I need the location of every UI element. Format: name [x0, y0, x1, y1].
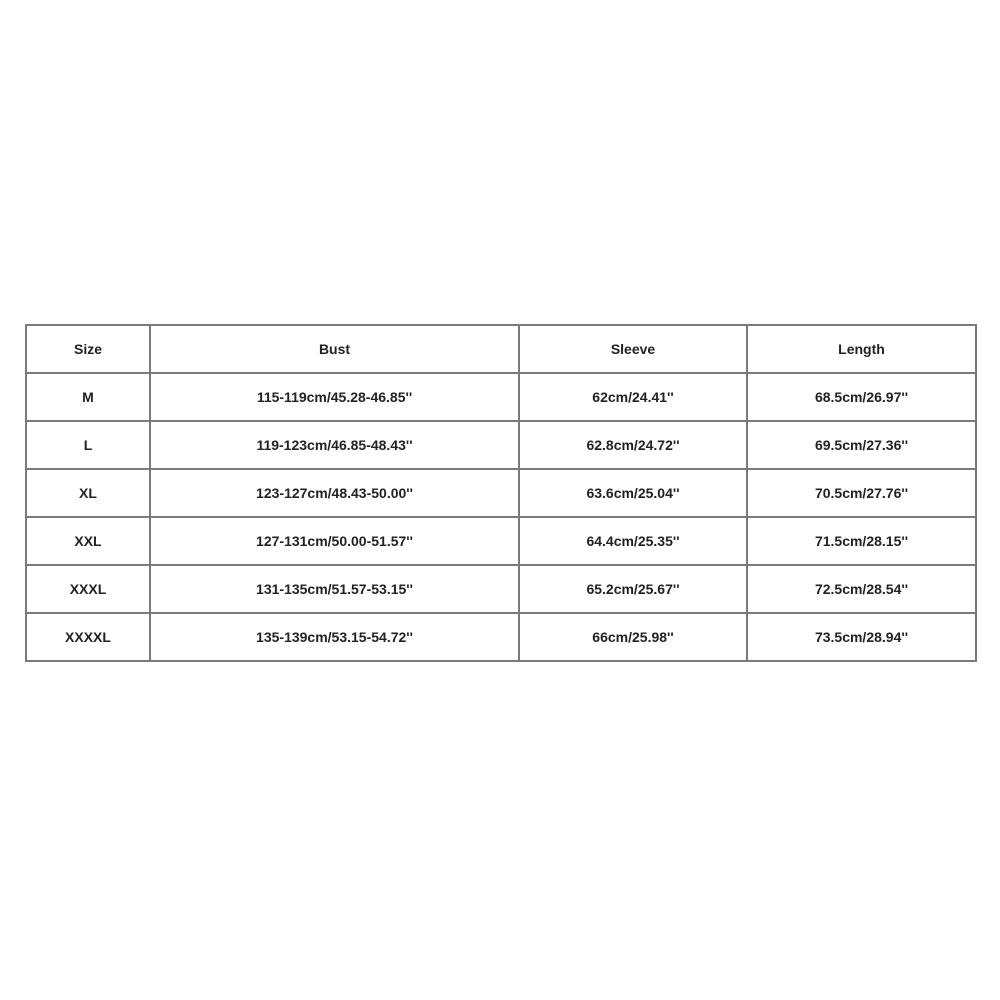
table-header-row: [26, 325, 976, 373]
cell-bust: 119-123cm/46.85-48.43'': [150, 421, 519, 469]
table-row: [26, 565, 976, 613]
cell-bust: 115-119cm/45.28-46.85'': [150, 373, 519, 421]
table-row: [26, 469, 976, 517]
cell-sleeve: 66cm/25.98'': [519, 613, 747, 661]
cell-sleeve: 62cm/24.41'': [519, 373, 747, 421]
cell-sleeve: 64.4cm/25.35'': [519, 517, 747, 565]
header-size: Size: [26, 325, 150, 373]
cell-sleeve: 62.8cm/24.72'': [519, 421, 747, 469]
table-row: [26, 421, 976, 469]
table-row: [26, 613, 976, 661]
table-row: [26, 373, 976, 421]
cell-bust: 131-135cm/51.57-53.15'': [150, 565, 519, 613]
header-sleeve: Sleeve: [519, 325, 747, 373]
cell-length: 72.5cm/28.54'': [747, 565, 976, 613]
cell-size: XL: [26, 469, 150, 517]
cell-sleeve: 65.2cm/25.67'': [519, 565, 747, 613]
size-chart-table: [25, 324, 977, 662]
cell-length: 70.5cm/27.76'': [747, 469, 976, 517]
cell-length: 73.5cm/28.94'': [747, 613, 976, 661]
cell-size: XXXL: [26, 565, 150, 613]
header-length: Length: [747, 325, 976, 373]
header-bust: Bust: [150, 325, 519, 373]
cell-length: 68.5cm/26.97'': [747, 373, 976, 421]
cell-length: 71.5cm/28.15'': [747, 517, 976, 565]
cell-bust: 123-127cm/48.43-50.00'': [150, 469, 519, 517]
cell-bust: 127-131cm/50.00-51.57'': [150, 517, 519, 565]
cell-bust: 135-139cm/53.15-54.72'': [150, 613, 519, 661]
cell-sleeve: 63.6cm/25.04'': [519, 469, 747, 517]
table-row: [26, 517, 976, 565]
cell-size: M: [26, 373, 150, 421]
cell-size: L: [26, 421, 150, 469]
cell-length: 69.5cm/27.36'': [747, 421, 976, 469]
cell-size: XXL: [26, 517, 150, 565]
cell-size: XXXXL: [26, 613, 150, 661]
